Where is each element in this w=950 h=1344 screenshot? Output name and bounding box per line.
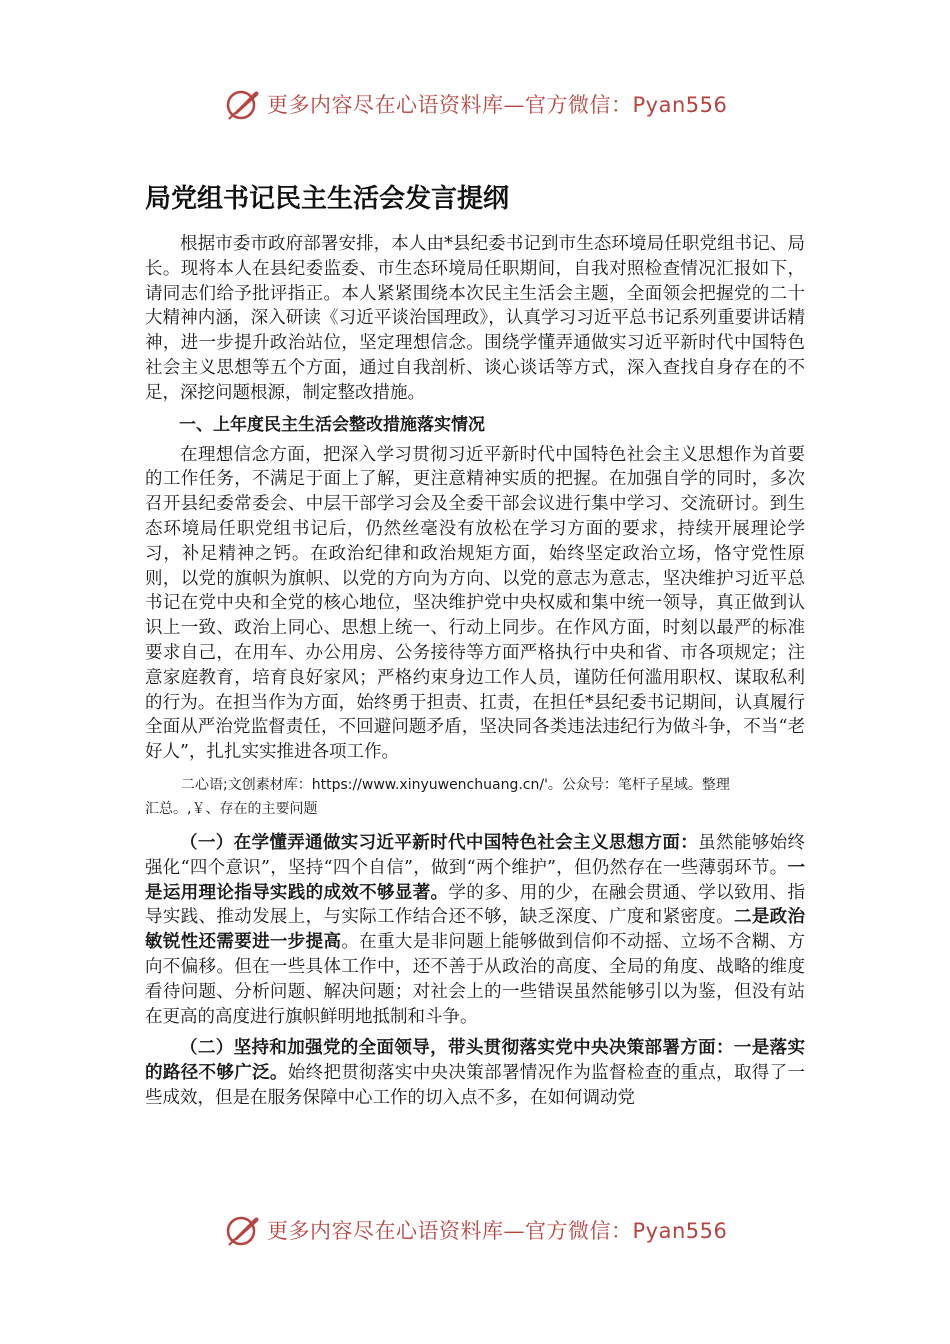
- banner-text: 更多内容尽在心语资料库—官方微信：Pyan556: [267, 1219, 728, 1243]
- banner-wechat-id: Pyan556: [632, 93, 728, 117]
- footer-banner: [225, 1210, 728, 1250]
- quill-logo-icon: [225, 1212, 261, 1248]
- intro-paragraph: 根据市委市政府部署安排，本人由*县纪委书记到市生态环境局任职党组书记、局长。现将本人在县纪委监委、市生态环境局任职期间，自我对照检查情况汇报如下，请同志们给予批评指正。本人紧紧围绕本次民主生活会主题，全面领会把握党的二十大精神内涵，深入研读《习近平谈治国理政》，认真学习习近平总书记系列重要讲话精神，进一步提升政治站位，坚定理想信念。围绕学懂弄通做实习近平新时代中国特色社会主义思想等五个方面，通过自我剖析、谈心谈话等方式，深入查找自身存在的不足，深挖问题根源，制定整改措施。: [145, 234, 805, 403]
- page-title: 局党组书记民主生活会发言提纲: [145, 184, 510, 214]
- problem2-lead: （二）坚持和加强党的全面领导，带头贯彻落实党中央决策部署方面：一是落实的路径不够广泛。: [145, 1038, 805, 1084]
- header-banner: [225, 84, 728, 124]
- banner-text: 更多内容尽在心语资料库—官方微信：Pyan556: [267, 93, 728, 117]
- source-note: [145, 773, 805, 821]
- banner-wechat-id: Pyan556: [632, 1219, 728, 1243]
- document-body: [145, 232, 805, 1118]
- problem1-lead: （一）在学懂弄通做实习近平新时代中国特色社会主义思想方面：: [180, 832, 699, 853]
- problem2-paragraph: （二）坚持和加强党的全面领导，带头贯彻落实党中央决策部署方面：一是落实的路径不够广泛。始终把贯彻落实中央决策部署情况作为监督检查的重点，取得了一些成效，但是在服务保障中心工作的切入点不多，在如何调动党: [145, 1038, 806, 1108]
- section1-heading: 一、上年度民主生活会整改措施落实情况: [179, 414, 485, 435]
- quill-logo-icon: [225, 86, 261, 122]
- problem1-paragraph: （一）在学懂弄通做实习近平新时代中国特色社会主义思想方面：虽然能够始终强化“四个意识”，坚持“四个自信”，做到“两个维护”，但仍然存在一些薄弱环节。一是运用理论指导实践的成效不够显著。学的多、用的少，在融会贯通、学以致用、指导实践、推动发展上，与实际工作结合还不够，缺乏深度、广度和紧密度。二是政治敏锐性还需要进一步提高。在重大是非问题上能够做到信仰不动摇、立场不含糊、方向不偏移。但在一些具体工作中，还不善于从政治的高度、全局的角度、战略的维度看待问题、分析问题、解决问题；对社会上的一些错误虽然能够引以为鉴，但没有站在更高的高度进行旗帜鲜明地抵制和斗争。: [145, 832, 806, 1027]
- source-note-line2: 汇总。,￥、存在的主要问题: [145, 800, 318, 817]
- source-note-line1: 二心语;文创素材库：https://www.xinyuwenchuang.cn/'。公众号：笔杆子星域。整理: [181, 776, 730, 793]
- section1-paragraph: 在理想信念方面，把深入学习贯彻习近平新时代中国特色社会主义思想作为首要的工作任务，不满足于面上了解，更注意精神实质的把握。在加强自学的同时，多次召开县纪委常委会、中层干部学习会及全委干部会议进行集中学习、交流研讨。到生态环境局任职党组书记后，仍然丝毫没有放松在学习方面的要求，持续开展理论学习，补足精神之钙。在政治纪律和政治规矩方面，始终坚定政治立场，恪守党性原则，以党的旗帜为旗帜、以党的方向为方向、以党的意志为意志，坚决维护习近平总书记在党中央和全党的核心地位，坚决维护党中央权威和集中统一领导，真正做到认识上一致、政治上同心、思想上统一、行动上同步。在作风方面，时刻以最严的标准要求自己，在用车、办公用房、公务接待等方面严格执行中央和省、市各项规定；注意家庭教育，培育良好家风；严格约束身边工作人员，谨防任何滥用职权、谋取私利的行为。在担当作为方面，始终勇于担责、扛责，在担任*县纪委书记期间，认真履行全面从严治党监督责任，不回避问题矛盾，坚决同各类违法违纪行为做斗争，不当“老好人”，扎扎实实推进各项工作。: [145, 444, 805, 763]
